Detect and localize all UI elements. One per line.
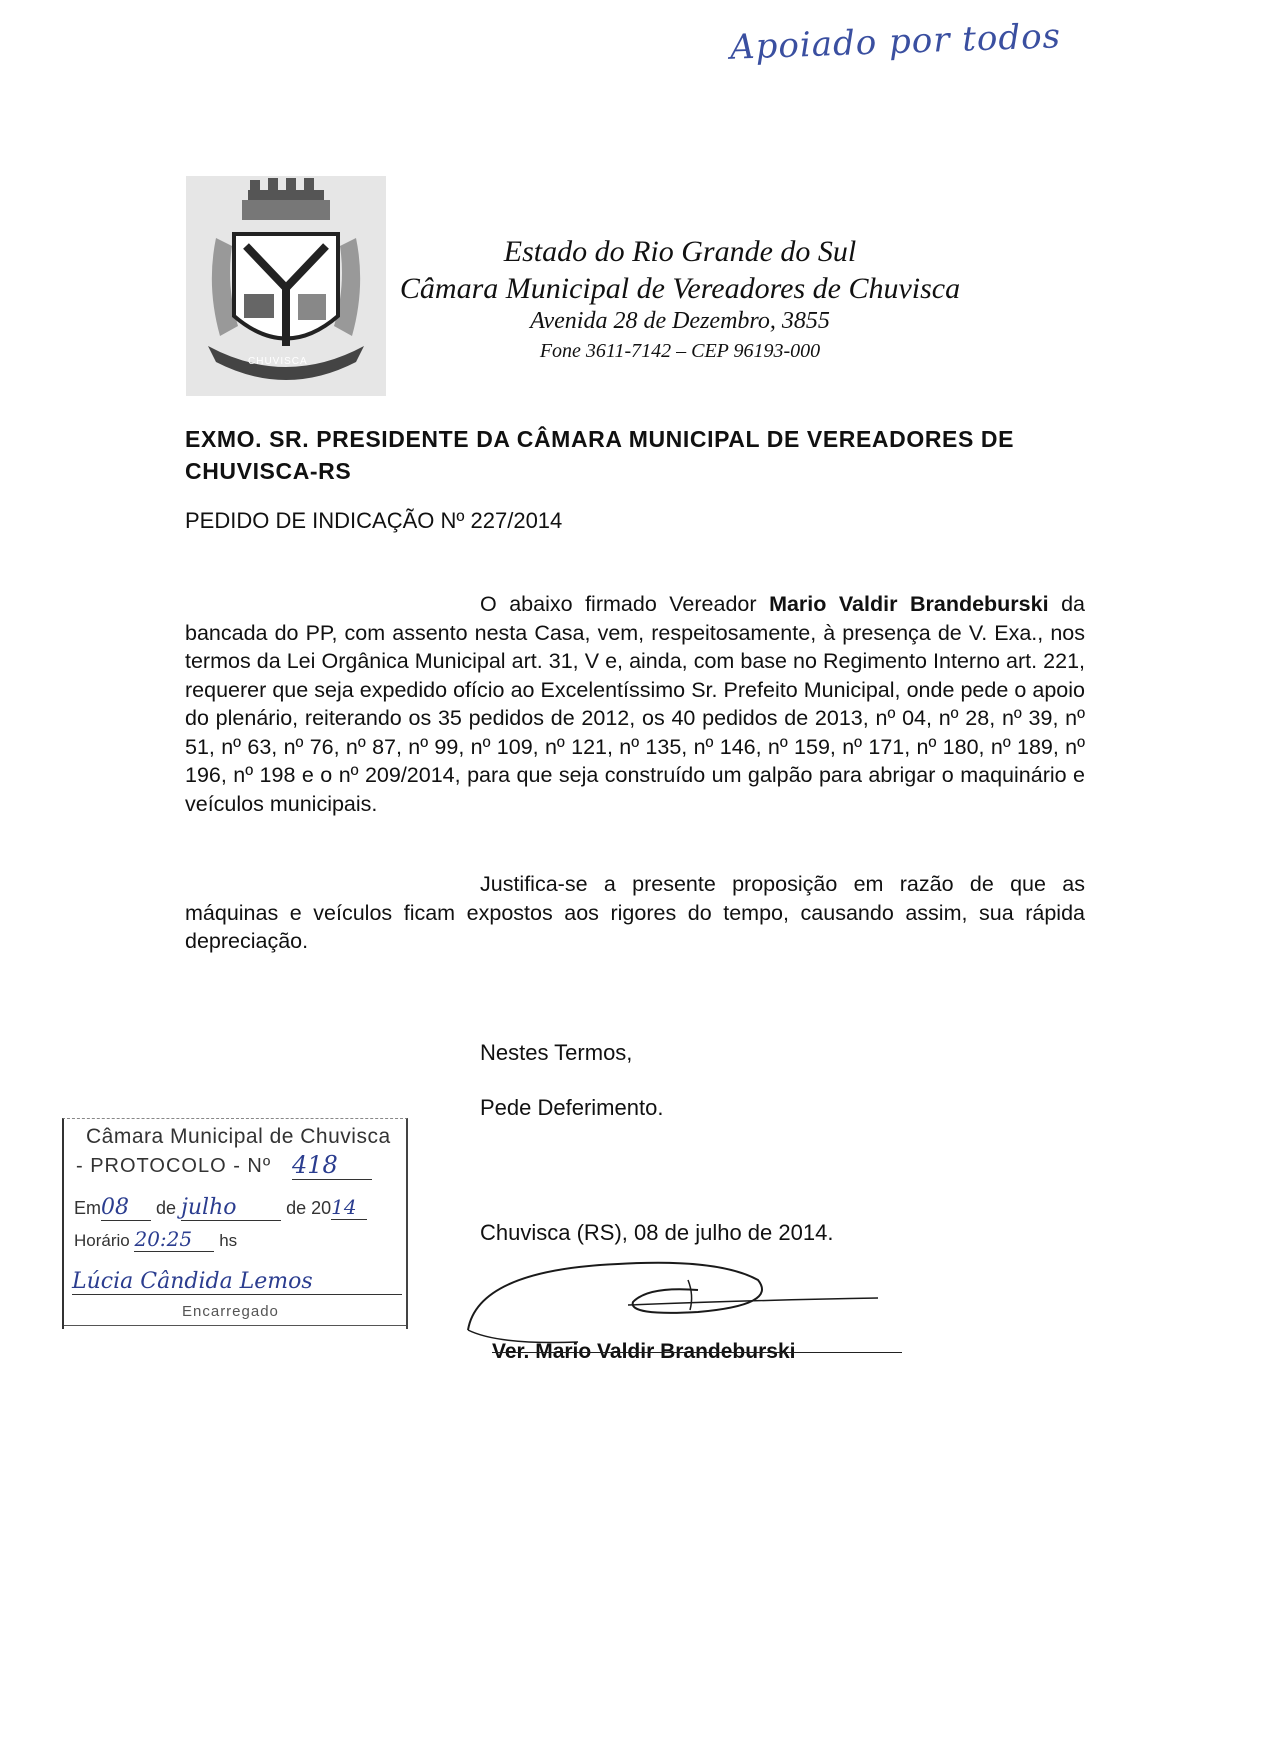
stamp-bottom-border [64, 1325, 406, 1326]
letterhead-phone: Fone 3611-7142 – CEP 96193-000 [539, 340, 821, 362]
place-date: Chuvisca (RS), 08 de julho de 2014. [480, 1220, 834, 1245]
stamp-title: Câmara Municipal de Chuvisca [86, 1125, 391, 1148]
letterhead-state: Estado do Rio Grande do Sul [503, 235, 857, 268]
stamp-protocol-number: 418 [292, 1151, 372, 1180]
closing-line2: Pede Deferimento. [480, 1095, 664, 1120]
paragraph-request [185, 590, 1085, 818]
stamp-time-row [74, 1227, 237, 1252]
addressee-line2: CHUVISCA-RS [185, 458, 352, 484]
paragraph-justification-text: Justifica-se a presente proposição em razão de que as máquinas e veículos ficam expostos aos rigores do tempo, causando assim, sua rápida depreciação. [185, 872, 1085, 953]
crest-banner-text: CHUVISCA [248, 356, 308, 367]
stamp-date-row [74, 1195, 367, 1221]
paragraph-rest: da bancada do PP, com assento nesta Casa, vem, respeitosamente, à presença de V. Exa., nos termos da Lei Orgânica Municipal art. 31, V e, ainda, com base no Regimento Interno art. 221, requerer que seja expedido ofício ao Excelentíssimo Sr. Prefeito Municipal, onde pede o apoio do plenário, reiterando os 35 pedidos de 2012, os 40 pedidos de 2013, nº 04, nº 28, nº 39, nº 51, nº 63, nº 76, nº 87, nº 99, nº 109, nº 121, nº 135, nº 146, nº 159, nº 171, nº 180, nº 189, nº 196, nº 198 e o nº 209/2014, para que seja construído um galpão para abrigar o maquinário e veículos municipais. [185, 592, 1085, 816]
addressee-line1: EXMO. SR. PRESIDENTE DA CÂMARA MUNICIPAL DE VEREADORES DE [185, 426, 1015, 452]
stamp-month: julho [181, 1195, 281, 1221]
letterhead-address: Avenida 28 de Dezembro, 3855 [530, 308, 830, 334]
protocol-stamp [62, 1118, 408, 1329]
pedido-title: PEDIDO DE INDICAÇÃO Nº 227/2014 [185, 508, 563, 533]
paragraph-lead: O abaixo firmado Vereador [480, 592, 757, 616]
handwritten-note: Apoiado por todos [729, 16, 1062, 68]
stamp-horario-label: Horário [74, 1231, 130, 1250]
stamp-de2: de 20 [286, 1198, 332, 1218]
stamp-protocol-label: - PROTOCOLO - Nº [76, 1155, 272, 1177]
stamp-time: 20:25 [134, 1227, 214, 1252]
signature-line [492, 1352, 902, 1353]
vereador-name: Mario Valdir Brandeburski [769, 592, 1049, 616]
stamp-day: 08 [101, 1195, 151, 1221]
stamp-em-label: Em [74, 1198, 101, 1218]
stamp-year: 14 [331, 1195, 367, 1220]
addressee [185, 423, 1085, 487]
signatory-name: Ver. Mario Valdir Brandeburski [492, 1340, 796, 1363]
stamp-encarregado: Encarregado [182, 1303, 279, 1320]
paragraph-justification [185, 870, 1085, 956]
stamp-hs: hs [219, 1231, 238, 1250]
closing-line1: Nestes Termos, [480, 1040, 633, 1065]
stamp-signature: Lúcia Cândida Lemos [72, 1269, 402, 1295]
stamp-de1: de [156, 1198, 177, 1218]
letterhead-chamber: Câmara Municipal de Vereadores de Chuvisca [399, 272, 961, 305]
